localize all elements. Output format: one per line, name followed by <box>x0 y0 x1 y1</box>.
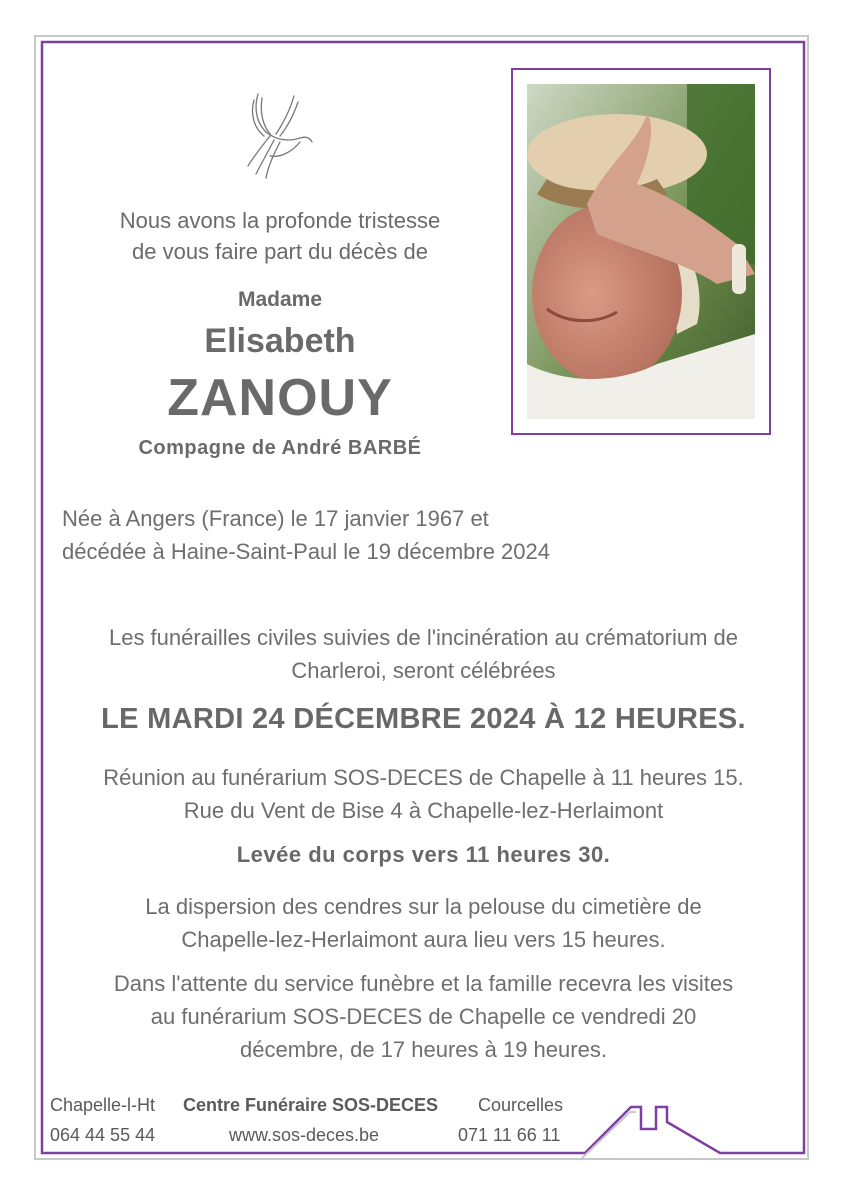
dove-icon <box>240 86 320 196</box>
funeral-line-1: Les funérailles civiles suivies de l'incinération au crématorium de <box>108 625 739 650</box>
levee-du-corps: Levée du corps vers 11 heures 30. <box>236 842 611 867</box>
footer-company-name: Centre Funéraire SOS-DECES <box>183 1095 439 1115</box>
footer-right-phone: 071 11 66 11 <box>458 1125 561 1145</box>
funeral-date: LE MARDI 24 DÉCEMBRE 2024 À 12 HEURES. <box>101 703 746 735</box>
deceased-last-name: ZANOUY <box>167 369 393 427</box>
intro-text <box>70 205 490 267</box>
meeting-line-2: Rue du Vent de Bise 4 à Chapelle-lez-Herlaimont <box>183 798 664 823</box>
visits-info <box>40 967 807 1066</box>
visits-line-3: décembre, de 17 heures à 19 heures. <box>240 1037 607 1062</box>
visits-line-1: Dans l'attente du service funèbre et la famille recevra les visites <box>113 971 734 996</box>
dispersion-line-1: La dispersion des cendres sur la pelouse du cimetière de <box>145 894 702 919</box>
birth-line: Née à Angers (France) le 17 janvier 1967 et <box>62 506 489 531</box>
deceased-first-name: Elisabeth <box>204 322 356 360</box>
funeral-announcement <box>40 621 807 687</box>
funeral-line-2: Charleroi, seront célébrées <box>291 658 556 683</box>
footer-website-link[interactable]: www.sos-deces.be <box>229 1125 380 1145</box>
ash-dispersion-info <box>40 890 807 956</box>
birth-death-text <box>62 502 762 568</box>
footer-left-place: Chapelle-l-Ht <box>50 1095 156 1115</box>
deceased-title: Madame <box>237 288 323 311</box>
death-line: décédée à Haine-Saint-Paul le 19 décembre 2024 <box>62 539 550 564</box>
companion-line: Compagne de André BARBÉ <box>138 437 422 459</box>
portrait-photo <box>527 84 755 419</box>
visits-line-2: au funérarium SOS-DECES de Chapelle ce vendredi 20 <box>150 1004 697 1029</box>
intro-line-1: Nous avons la profonde tristesse <box>119 208 441 233</box>
intro-line-2: de vous faire part du décès de <box>132 239 428 264</box>
footer-right-place: Courcelles <box>478 1095 564 1115</box>
portrait-frame <box>511 68 771 435</box>
dispersion-line-2: Chapelle-lez-Herlaimont aura lieu vers 15 heures. <box>181 927 666 952</box>
meeting-info <box>40 761 807 827</box>
footer-left-phone: 064 44 55 44 <box>50 1125 156 1145</box>
meeting-line-1: Réunion au funérarium SOS-DECES de Chapelle à 11 heures 15. <box>103 765 744 790</box>
